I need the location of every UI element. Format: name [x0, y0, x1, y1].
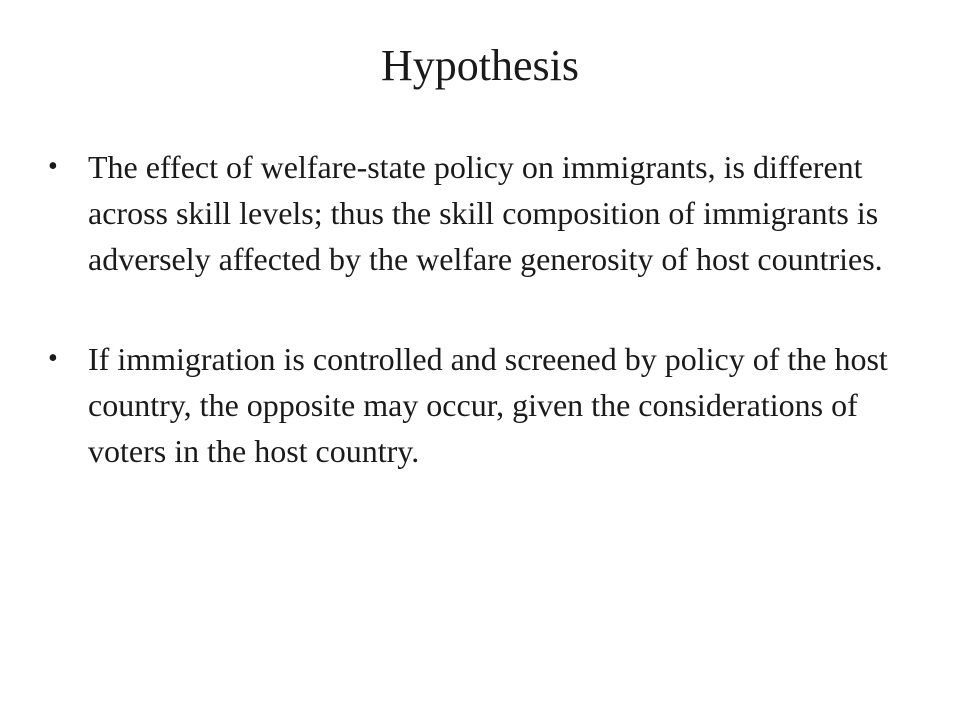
slide-title: Hypothesis: [381, 41, 579, 90]
bullet-item: [48, 144, 898, 282]
bullet-dot-icon: •: [48, 151, 58, 182]
bullet-text: The effect of welfare-state policy on immigrants, is different across skill levels; thus the skill composition of immigrants is adversely affected by the welfare generosity of host countries.: [88, 149, 883, 277]
bullet-list: [48, 144, 898, 528]
bullet-item: [48, 336, 898, 474]
bullet-dot-icon: •: [48, 343, 58, 374]
bullet-text: If immigration is controlled and screened by policy of the host country, the opposite may occur, given the considerations of voters in the host country.: [88, 341, 888, 469]
